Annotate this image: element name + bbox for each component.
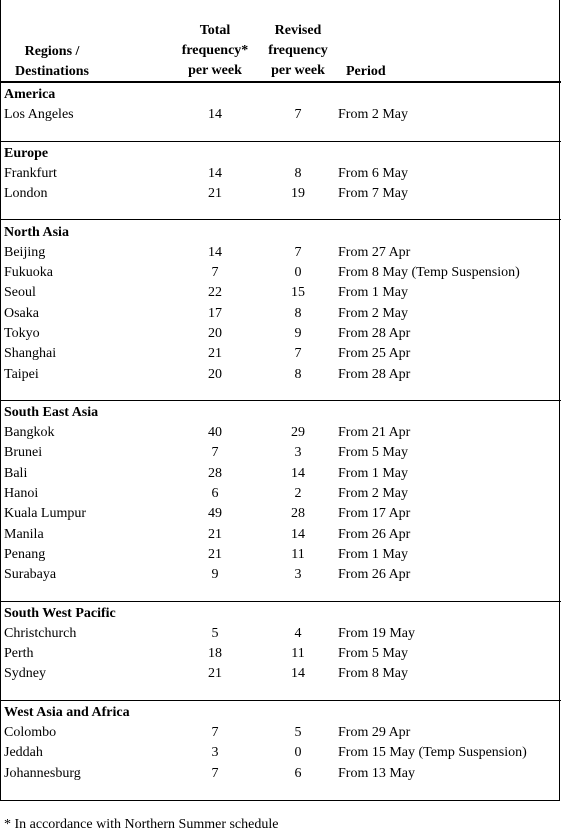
total-frequency: 17 — [208, 305, 222, 321]
total-frequency: 7 — [211, 765, 219, 781]
table-row — [1, 263, 561, 283]
period: From 19 May — [338, 625, 415, 641]
table-row — [1, 664, 561, 684]
destination-name: Christchurch — [4, 625, 77, 641]
region-title: North Asia — [4, 224, 69, 240]
period: From 8 May — [338, 666, 408, 682]
total-frequency: 14 — [208, 244, 222, 260]
destination-name: Surabaya — [4, 567, 57, 583]
table-row — [1, 164, 561, 184]
total-frequency: 21 — [208, 546, 222, 562]
destination-name: Sydney — [4, 666, 46, 682]
destination-name: Taipei — [4, 366, 39, 382]
destination-name: Frankfurt — [4, 165, 57, 181]
total-frequency: 21 — [208, 666, 222, 682]
destination-name: Colombo — [4, 725, 57, 741]
table-row — [1, 283, 561, 303]
header-period: Period — [346, 64, 386, 79]
destination-name: Shanghai — [4, 346, 57, 362]
destination-name: London — [4, 186, 48, 202]
period: From 26 Apr — [338, 567, 411, 583]
period: From 28 Apr — [338, 326, 411, 341]
period: From 25 Apr — [338, 346, 411, 362]
destination-name: Kuala Lumpur — [4, 506, 87, 522]
revised-frequency: 11 — [291, 646, 305, 662]
table-row — [1, 184, 561, 204]
region-section — [1, 701, 561, 800]
period: From 7 May — [338, 186, 408, 202]
period: From 2 May — [338, 486, 408, 502]
revised-frequency: 14 — [291, 465, 305, 481]
region-title: South West Pacific — [4, 605, 116, 621]
revised-frequency: 9 — [294, 326, 302, 341]
total-frequency: 9 — [211, 567, 219, 583]
destination-name: Johannesburg — [4, 765, 81, 781]
destination-name: Hanoi — [4, 486, 39, 502]
table-row — [1, 324, 561, 344]
total-frequency: 3 — [211, 745, 219, 761]
table-row — [1, 644, 561, 664]
revised-frequency: 0 — [294, 745, 302, 761]
header-region-line: Regions / — [24, 44, 80, 59]
revised-frequency: 7 — [294, 107, 302, 123]
revised-frequency: 3 — [294, 567, 302, 583]
total-frequency: 40 — [208, 425, 222, 441]
revised-frequency: 3 — [294, 445, 302, 461]
revised-frequency: 8 — [294, 366, 302, 382]
revised-frequency: 7 — [294, 346, 302, 362]
total-frequency: 7 — [211, 725, 219, 741]
period: From 2 May — [338, 107, 408, 123]
revised-frequency: 4 — [294, 625, 302, 641]
header-revised-line: frequency — [268, 43, 328, 58]
revised-frequency: 14 — [291, 526, 305, 542]
header-region-line: Destinations — [15, 64, 89, 79]
region-title: South East Asia — [4, 404, 99, 420]
revised-frequency: 14 — [291, 666, 305, 682]
revised-frequency: 7 — [294, 244, 302, 260]
period: From 17 Apr — [338, 506, 411, 522]
total-frequency: 14 — [208, 107, 222, 123]
table-row — [1, 504, 561, 524]
period: From 26 Apr — [338, 526, 411, 542]
total-frequency: 22 — [208, 285, 222, 301]
table-header — [1, 0, 561, 83]
destination-name: Jeddah — [4, 745, 43, 761]
revised-frequency: 0 — [294, 265, 302, 281]
region-section — [1, 221, 561, 401]
destination-name: Perth — [4, 646, 34, 662]
period: From 1 May — [338, 285, 408, 301]
header-total-line: per week — [188, 63, 242, 78]
table-row — [1, 764, 561, 784]
table-row — [1, 365, 561, 385]
region-title: America — [4, 87, 56, 102]
header-total-line: frequency* — [181, 43, 249, 58]
period: From 29 Apr — [338, 725, 411, 741]
period: From 6 May — [338, 165, 408, 181]
footnote: * In accordance with Northern Summer schedule — [4, 817, 279, 832]
total-frequency: 18 — [208, 646, 222, 662]
table-row — [1, 443, 561, 463]
table-row — [1, 423, 561, 443]
total-frequency: 20 — [208, 366, 222, 382]
destination-name: Bangkok — [4, 425, 55, 441]
region-title: Europe — [4, 145, 49, 161]
total-frequency: 21 — [208, 346, 222, 362]
period: From 21 Apr — [338, 425, 411, 441]
revised-frequency: 5 — [294, 725, 302, 741]
revised-frequency: 28 — [291, 506, 305, 522]
revised-frequency: 29 — [291, 425, 305, 441]
header-revised-line: Revised — [274, 23, 322, 38]
period: From 15 May (Temp Suspension) — [338, 745, 527, 761]
header-total-frequency — [169, 21, 261, 81]
total-frequency: 5 — [211, 625, 219, 641]
revised-frequency: 11 — [291, 546, 305, 562]
period: From 27 Apr — [338, 244, 411, 260]
table-row — [1, 464, 561, 484]
period: From 13 May — [338, 765, 415, 781]
revised-frequency: 6 — [294, 765, 302, 781]
region-title: West Asia and Africa — [4, 704, 130, 720]
header-total-line: Total — [199, 23, 231, 38]
table-row — [1, 545, 561, 565]
region-section — [1, 401, 561, 602]
destination-name: Penang — [4, 546, 46, 562]
revised-frequency: 15 — [291, 285, 305, 301]
total-frequency: 7 — [211, 265, 219, 281]
table-row — [1, 743, 561, 763]
destination-name: Beijing — [4, 244, 46, 260]
period: From 1 May — [338, 546, 408, 562]
destination-name: Fukuoka — [4, 265, 53, 281]
revised-frequency: 8 — [294, 305, 302, 321]
period: From 28 Apr — [338, 366, 411, 382]
table-row — [1, 723, 561, 743]
destination-name: Osaka — [4, 305, 39, 321]
destination-name: Manila — [4, 526, 44, 542]
total-frequency: 21 — [208, 186, 222, 202]
period: From 5 May — [338, 445, 408, 461]
period: From 5 May — [338, 646, 408, 662]
table-row — [1, 243, 561, 263]
region-section — [1, 602, 561, 701]
header-revised-frequency — [263, 21, 333, 81]
destination-name: Los Angeles — [4, 107, 74, 123]
region-section — [1, 142, 561, 221]
header-region — [3, 42, 101, 82]
header-revised-line: per week — [271, 63, 325, 78]
table-row — [1, 484, 561, 504]
table-row — [1, 565, 561, 585]
table-row — [1, 624, 561, 644]
region-section — [1, 83, 561, 142]
period: From 1 May — [338, 465, 408, 481]
table-row — [1, 344, 561, 364]
table-row — [1, 105, 561, 125]
total-frequency: 7 — [211, 445, 219, 461]
total-frequency: 14 — [208, 165, 222, 181]
total-frequency: 20 — [208, 326, 222, 341]
total-frequency: 21 — [208, 526, 222, 542]
total-frequency: 28 — [208, 465, 222, 481]
period: From 8 May (Temp Suspension) — [338, 265, 520, 281]
destination-name: Bali — [4, 465, 28, 481]
revised-frequency: 19 — [291, 186, 305, 202]
total-frequency: 6 — [211, 486, 219, 502]
table-row — [1, 304, 561, 324]
total-frequency: 49 — [208, 506, 222, 522]
period: From 2 May — [338, 305, 408, 321]
destination-name: Tokyo — [4, 326, 40, 341]
table-row — [1, 525, 561, 545]
revised-frequency: 8 — [294, 165, 302, 181]
revised-frequency: 2 — [294, 486, 302, 502]
destination-name: Seoul — [4, 285, 36, 301]
destination-name: Brunei — [4, 445, 43, 461]
